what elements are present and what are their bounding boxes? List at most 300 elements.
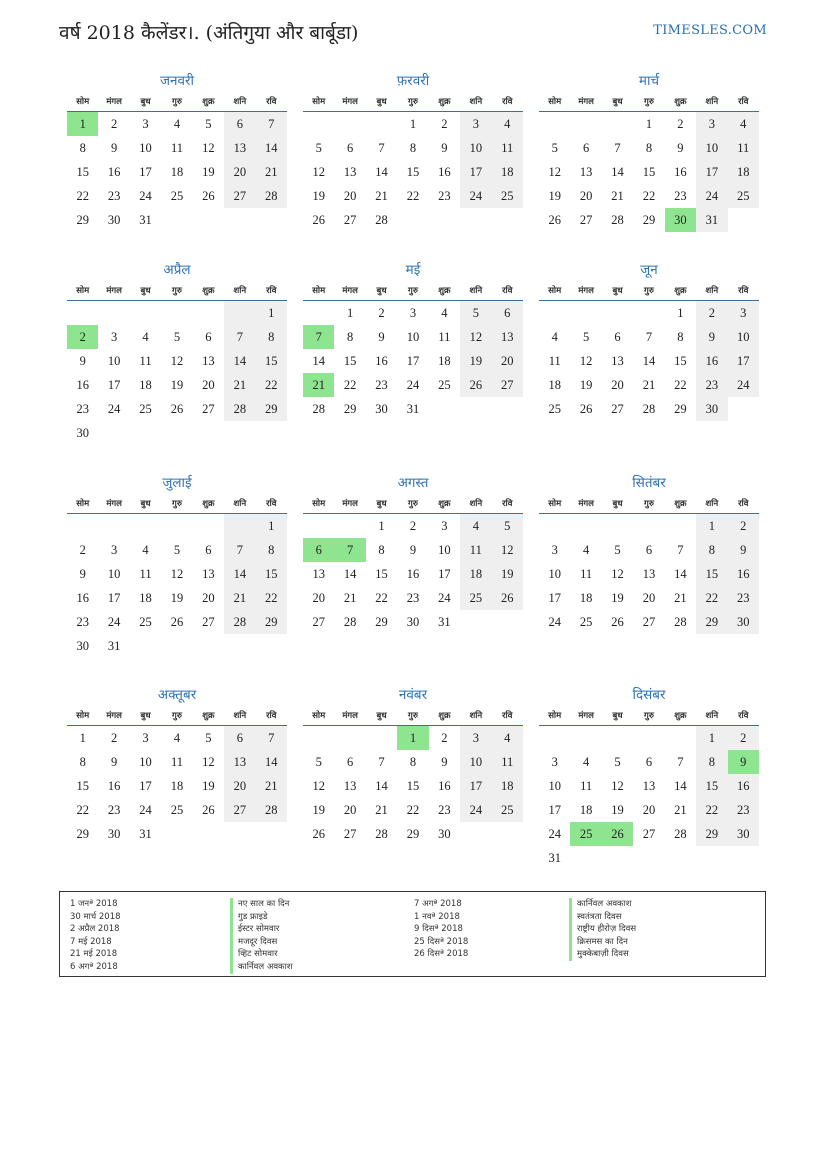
- day-cell: 19: [202, 778, 215, 793]
- day-cell: 28: [674, 826, 687, 841]
- empty-cell: [161, 634, 192, 658]
- weekday-header: सोम: [539, 493, 570, 514]
- month-calendar: [303, 71, 523, 232]
- legend-holiday-name: गुड फ्राइडे: [230, 911, 293, 924]
- day-cell: 12: [170, 566, 184, 581]
- day-cell: 7: [677, 754, 684, 769]
- day-cell: 18: [438, 353, 451, 368]
- empty-cell: [492, 397, 523, 421]
- legend-holiday-name: व्हिट सोमवार: [230, 948, 293, 961]
- empty-cell: [193, 634, 224, 658]
- day-cell: 10: [139, 140, 152, 155]
- day-cell: 19: [492, 562, 523, 586]
- weekday-header: शुक्र: [665, 280, 696, 301]
- day-cell: 19: [611, 802, 624, 817]
- empty-cell: [98, 421, 129, 445]
- day-cell: 6: [645, 542, 653, 557]
- month-calendar: [539, 260, 759, 421]
- day-cell: 19: [611, 590, 624, 605]
- weekday-header: शुक्र: [665, 705, 696, 726]
- month-calendar: [539, 71, 759, 232]
- empty-cell: [460, 822, 491, 846]
- month-table: [67, 493, 287, 658]
- day-cell: 29: [76, 826, 89, 841]
- day-cell: 1: [378, 518, 385, 533]
- day-cell: 21: [224, 373, 255, 397]
- empty-cell: [665, 726, 696, 751]
- day-cell: 9: [111, 140, 118, 155]
- day-cell: 27: [224, 798, 255, 822]
- day-cell: 25: [139, 401, 152, 416]
- day-cell: 13: [224, 136, 255, 160]
- empty-cell: [570, 112, 601, 137]
- day-cell: 22: [343, 377, 357, 392]
- legend-date: 25 दिसª 2018: [414, 936, 469, 947]
- day-cell: 18: [492, 774, 523, 798]
- day-cell: 11: [492, 136, 523, 160]
- day-cell: 14: [343, 566, 357, 581]
- weekday-header: शनि: [460, 493, 491, 514]
- day-cell: 1: [409, 116, 417, 131]
- day-cell: 6: [492, 301, 523, 326]
- empty-cell: [492, 822, 523, 846]
- weekday-header: बुध: [366, 705, 397, 726]
- day-cell: 4: [551, 329, 558, 344]
- day-cell: 7: [256, 112, 287, 137]
- day-cell: 17: [107, 377, 121, 392]
- weekday-header: मंगल: [334, 493, 365, 514]
- day-cell: 28: [224, 610, 255, 634]
- empty-cell: [303, 514, 334, 539]
- day-cell: 27: [642, 614, 656, 629]
- day-cell: 19: [312, 802, 325, 817]
- empty-cell: [633, 846, 664, 870]
- month-calendar: [303, 260, 523, 421]
- day-cell: 20: [642, 590, 656, 605]
- day-cell: 28: [256, 798, 287, 822]
- day-cell: 11: [460, 538, 491, 562]
- weekday-header: बुध: [130, 705, 161, 726]
- day-cell: 14: [224, 562, 255, 586]
- brand-link[interactable]: TIMESLES.COM: [653, 23, 767, 38]
- empty-cell: [602, 846, 633, 870]
- empty-cell: [130, 301, 161, 326]
- day-cell: 20: [642, 802, 656, 817]
- weekday-header: बुध: [366, 493, 397, 514]
- day-cell: 24: [460, 798, 491, 822]
- day-cell: 4: [173, 116, 181, 131]
- day-cell: 25: [170, 188, 184, 203]
- day-cell: 30: [76, 638, 89, 653]
- holiday-day-cell: 1: [397, 726, 428, 751]
- day-cell: 31: [696, 208, 727, 232]
- day-cell: 17: [460, 160, 491, 184]
- weekday-header: रवि: [492, 705, 523, 726]
- weekday-header: रवि: [492, 91, 523, 112]
- weekday-header: शुक्र: [429, 493, 460, 514]
- holiday-day-cell: 7: [303, 325, 334, 349]
- empty-cell: [130, 421, 161, 445]
- day-cell: 20: [202, 590, 215, 605]
- day-cell: 4: [492, 726, 523, 751]
- empty-cell: [130, 634, 161, 658]
- month-table: [303, 280, 523, 421]
- day-cell: 4: [492, 112, 523, 137]
- day-cell: 26: [312, 826, 325, 841]
- weekday-header: शनि: [460, 91, 491, 112]
- day-cell: 5: [173, 542, 181, 557]
- day-cell: 1: [79, 730, 86, 745]
- day-cell: 21: [674, 802, 687, 817]
- day-cell: 16: [674, 164, 687, 179]
- day-cell: 1: [645, 116, 653, 131]
- day-cell: 13: [224, 750, 255, 774]
- day-cell: 18: [460, 562, 491, 586]
- day-cell: 23: [728, 798, 759, 822]
- day-cell: 30: [696, 397, 727, 421]
- empty-cell: [256, 822, 287, 846]
- day-cell: 12: [312, 778, 325, 793]
- day-cell: 10: [107, 353, 121, 368]
- day-cell: 28: [224, 397, 255, 421]
- day-cell: 23: [107, 802, 121, 817]
- day-cell: 20: [492, 349, 523, 373]
- weekday-header: मंगल: [570, 280, 601, 301]
- empty-cell: [728, 397, 759, 421]
- month-title: अप्रैल: [163, 262, 191, 278]
- day-cell: 24: [139, 802, 152, 817]
- day-cell: 6: [614, 329, 621, 344]
- day-cell: 1: [696, 726, 727, 751]
- weekday-header: रवि: [256, 493, 287, 514]
- day-cell: 4: [583, 542, 590, 557]
- month-title: जून: [640, 262, 658, 278]
- empty-cell: [256, 634, 287, 658]
- day-cell: 3: [551, 542, 558, 557]
- weekday-header: बुध: [602, 280, 633, 301]
- day-cell: 26: [611, 614, 624, 629]
- day-cell: 4: [142, 329, 149, 344]
- day-cell: 23: [76, 614, 89, 629]
- day-cell: 5: [614, 542, 621, 557]
- day-cell: 21: [256, 160, 287, 184]
- weekday-header: सोम: [67, 280, 98, 301]
- empty-cell: [570, 514, 601, 539]
- day-cell: 9: [79, 353, 86, 368]
- empty-cell: [256, 208, 287, 232]
- month-title: नवंबर: [398, 687, 428, 703]
- day-cell: 10: [696, 136, 727, 160]
- day-cell: 2: [111, 116, 118, 131]
- day-cell: 20: [224, 160, 255, 184]
- empty-cell: [570, 846, 601, 870]
- day-cell: 30: [728, 610, 759, 634]
- month-table: [303, 91, 523, 232]
- month-title: मार्च: [638, 73, 660, 89]
- holiday-day-cell: 2: [67, 325, 98, 349]
- empty-cell: [98, 301, 129, 326]
- empty-cell: [570, 301, 601, 326]
- day-cell: 10: [728, 325, 759, 349]
- legend-names-2: [569, 898, 636, 961]
- day-cell: 5: [315, 140, 322, 155]
- weekday-header: रवि: [492, 280, 523, 301]
- day-cell: 22: [76, 188, 89, 203]
- day-cell: 28: [256, 184, 287, 208]
- legend-names-1: [230, 898, 293, 974]
- day-cell: 6: [347, 754, 354, 769]
- day-cell: 23: [674, 188, 687, 203]
- day-cell: 17: [696, 160, 727, 184]
- day-cell: 16: [438, 778, 451, 793]
- month-table: [67, 280, 287, 445]
- day-cell: 23: [438, 188, 451, 203]
- legend-dates-1: [70, 898, 121, 974]
- day-cell: 10: [406, 329, 420, 344]
- legend-date: 7 अगª 2018: [414, 899, 462, 909]
- empty-cell: [334, 514, 365, 539]
- empty-cell: [161, 421, 192, 445]
- legend-holiday-name: मजदूर दिवस: [230, 936, 293, 949]
- day-cell: 29: [642, 212, 656, 227]
- day-cell: 31: [548, 850, 561, 865]
- day-cell: 30: [438, 826, 451, 841]
- month-title: जनवरी: [159, 73, 195, 89]
- day-cell: 27: [492, 373, 523, 397]
- day-cell: 28: [611, 212, 624, 227]
- legend-date: 1 जनª 2018: [70, 899, 118, 909]
- weekday-header: शुक्र: [429, 91, 460, 112]
- day-cell: 16: [76, 377, 89, 392]
- day-cell: 27: [579, 212, 593, 227]
- empty-cell: [334, 726, 365, 751]
- day-cell: 14: [375, 164, 388, 179]
- empty-cell: [224, 421, 255, 445]
- weekday-header: सोम: [303, 91, 334, 112]
- day-cell: 15: [256, 562, 287, 586]
- weekday-header: सोम: [67, 91, 98, 112]
- day-cell: 30: [107, 212, 121, 227]
- day-cell: 18: [492, 160, 523, 184]
- weekday-header: गुरु: [161, 280, 192, 301]
- day-cell: 8: [378, 542, 385, 557]
- day-cell: 8: [696, 750, 727, 774]
- weekday-header: शनि: [224, 280, 255, 301]
- empty-cell: [303, 726, 334, 751]
- weekday-header: बुध: [366, 280, 397, 301]
- weekday-header: सोम: [539, 91, 570, 112]
- day-cell: 8: [347, 329, 354, 344]
- day-cell: 24: [438, 590, 451, 605]
- day-cell: 10: [438, 542, 451, 557]
- day-cell: 10: [139, 754, 152, 769]
- day-cell: 14: [611, 164, 624, 179]
- day-cell: 12: [548, 164, 561, 179]
- day-cell: 3: [142, 730, 149, 745]
- holiday-day-cell: 26: [602, 822, 633, 846]
- day-cell: 21: [375, 802, 388, 817]
- day-cell: 9: [378, 329, 385, 344]
- day-cell: 16: [406, 566, 420, 581]
- day-cell: 24: [107, 614, 121, 629]
- day-cell: 26: [460, 373, 491, 397]
- day-cell: 31: [139, 212, 152, 227]
- weekday-header: बुध: [366, 91, 397, 112]
- legend-date: 7 मई 2018: [70, 936, 112, 947]
- day-cell: 10: [460, 136, 491, 160]
- empty-cell: [161, 514, 192, 539]
- day-cell: 7: [256, 726, 287, 751]
- weekday-header: शुक्र: [193, 493, 224, 514]
- month-calendar: [67, 685, 287, 846]
- month-calendar: [67, 473, 287, 658]
- weekday-header: शनि: [224, 705, 255, 726]
- day-cell: 6: [224, 112, 255, 137]
- day-cell: 15: [256, 349, 287, 373]
- day-cell: 25: [139, 614, 152, 629]
- day-cell: 25: [460, 586, 491, 610]
- day-cell: 25: [728, 184, 759, 208]
- empty-cell: [539, 112, 570, 137]
- weekday-header: गुरु: [397, 91, 428, 112]
- day-cell: 13: [642, 778, 656, 793]
- empty-cell: [602, 514, 633, 539]
- day-cell: 25: [438, 377, 451, 392]
- day-cell: 26: [492, 586, 523, 610]
- day-cell: 20: [202, 377, 215, 392]
- day-cell: 6: [205, 542, 212, 557]
- day-cell: 9: [409, 542, 417, 557]
- day-cell: 8: [696, 538, 727, 562]
- day-cell: 29: [406, 826, 420, 841]
- day-cell: 18: [139, 590, 152, 605]
- legend-holiday-name: कार्निवल अवकाश: [569, 898, 636, 911]
- day-cell: 17: [406, 353, 420, 368]
- weekday-header: मंगल: [570, 493, 601, 514]
- day-cell: 25: [170, 802, 184, 817]
- weekday-header: शुक्र: [665, 91, 696, 112]
- day-cell: 18: [728, 160, 759, 184]
- day-cell: 5: [460, 301, 491, 326]
- day-cell: 19: [170, 377, 184, 392]
- holiday-day-cell: 7: [334, 538, 365, 562]
- weekday-header: गुरु: [161, 493, 192, 514]
- day-cell: 24: [548, 826, 561, 841]
- day-cell: 15: [696, 774, 727, 798]
- day-cell: 17: [438, 566, 451, 581]
- day-cell: 21: [224, 586, 255, 610]
- weekday-header: मंगल: [334, 705, 365, 726]
- day-cell: 9: [441, 140, 448, 155]
- day-cell: 2: [677, 116, 684, 131]
- day-cell: 27: [343, 826, 357, 841]
- day-cell: 16: [375, 353, 388, 368]
- empty-cell: [728, 846, 759, 870]
- day-cell: 24: [696, 184, 727, 208]
- day-cell: 18: [548, 377, 561, 392]
- day-cell: 13: [492, 325, 523, 349]
- weekday-header: शुक्र: [665, 493, 696, 514]
- day-cell: 11: [492, 750, 523, 774]
- legend-holiday-name: कार्निवल अवकाश: [230, 961, 293, 974]
- day-cell: 23: [728, 586, 759, 610]
- day-cell: 24: [406, 377, 420, 392]
- day-cell: 6: [347, 140, 354, 155]
- empty-cell: [193, 822, 224, 846]
- day-cell: 15: [674, 353, 687, 368]
- holiday-day-cell: 9: [728, 750, 759, 774]
- day-cell: 12: [170, 353, 184, 368]
- day-cell: 8: [645, 140, 653, 155]
- day-cell: 2: [441, 116, 448, 131]
- day-cell: 6: [205, 329, 212, 344]
- day-cell: 7: [224, 325, 255, 349]
- weekday-header: मंगल: [334, 280, 365, 301]
- day-cell: 4: [583, 754, 590, 769]
- day-cell: 12: [492, 538, 523, 562]
- day-cell: 14: [256, 136, 287, 160]
- day-cell: 9: [728, 538, 759, 562]
- weekday-header: बुध: [130, 91, 161, 112]
- weekday-header: मंगल: [98, 280, 129, 301]
- day-cell: 3: [111, 329, 118, 344]
- empty-cell: [161, 822, 192, 846]
- day-cell: 16: [76, 590, 89, 605]
- day-cell: 21: [674, 590, 687, 605]
- day-cell: 5: [205, 116, 212, 131]
- weekday-header: रवि: [256, 91, 287, 112]
- empty-cell: [161, 208, 192, 232]
- day-cell: 3: [409, 305, 417, 320]
- day-cell: 8: [409, 140, 417, 155]
- holiday-day-cell: 6: [303, 538, 334, 562]
- day-cell: 27: [343, 212, 357, 227]
- day-cell: 23: [76, 401, 89, 416]
- day-cell: 12: [611, 778, 624, 793]
- day-cell: 23: [375, 377, 388, 392]
- empty-cell: [193, 301, 224, 326]
- day-cell: 20: [224, 774, 255, 798]
- weekday-header: शनि: [696, 280, 727, 301]
- day-cell: 14: [674, 778, 687, 793]
- empty-cell: [256, 421, 287, 445]
- day-cell: 20: [611, 377, 624, 392]
- day-cell: 5: [551, 140, 558, 155]
- month-title: सितंबर: [632, 475, 666, 491]
- empty-cell: [570, 726, 601, 751]
- day-cell: 22: [696, 798, 727, 822]
- day-cell: 4: [441, 305, 448, 320]
- day-cell: 22: [375, 590, 388, 605]
- day-cell: 30: [107, 826, 121, 841]
- day-cell: 3: [142, 116, 149, 131]
- day-cell: 13: [611, 353, 624, 368]
- day-cell: 14: [224, 349, 255, 373]
- day-cell: 15: [696, 562, 727, 586]
- day-cell: 11: [580, 778, 593, 793]
- day-cell: 11: [139, 566, 152, 581]
- empty-cell: [602, 301, 633, 326]
- page-title: वर्ष 2018 कैलेंडर।. (अंतिगुया और बार्बूडा): [59, 22, 359, 44]
- empty-cell: [67, 514, 98, 539]
- day-cell: 11: [728, 136, 759, 160]
- day-cell: 7: [645, 329, 653, 344]
- holiday-day-cell: 30: [665, 208, 696, 232]
- weekday-header: शनि: [224, 91, 255, 112]
- weekday-header: मंगल: [98, 91, 129, 112]
- day-cell: 27: [611, 401, 624, 416]
- weekday-header: शुक्र: [193, 91, 224, 112]
